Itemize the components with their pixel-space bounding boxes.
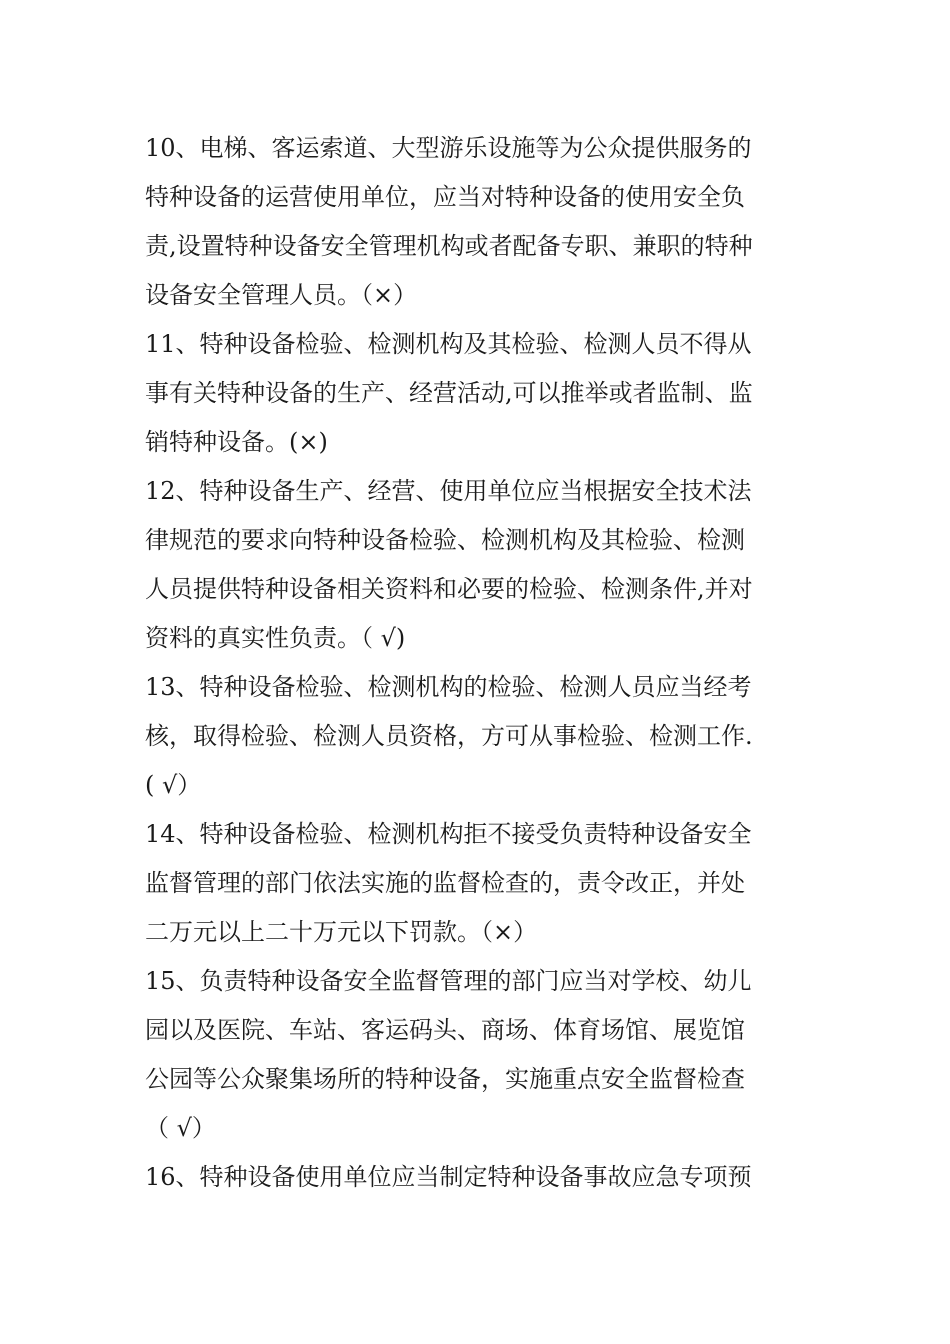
text-line: 设备安全管理人员。（×） [145,281,418,309]
text-line: 16、特种设备使用单位应当制定特种设备事故应急专项预 [145,1163,752,1191]
question-11 [145,320,810,467]
text-line: 律规范的要求向特种设备检验、检测机构及其检验、检测 [145,526,745,554]
text-line: 公园等公众聚集场所的特种设备，实施重点安全监督检查 [145,1065,745,1093]
text-line: 责,设置特种设备安全管理机构或者配备专职、兼职的特种 [145,232,753,260]
text-line: 14、特种设备检验、检测机构拒不接受负责特种设备安全 [145,820,752,848]
text-line: 人员提供特种设备相关资料和必要的检验、检测条件,并对 [145,575,753,603]
document-body [145,124,810,1202]
question-12 [145,467,810,663]
question-13 [145,663,810,810]
text-line: 11、特种设备检验、检测机构及其检验、检测人员不得从 [145,330,752,358]
question-14 [145,810,810,957]
text-line: 15、负责特种设备安全监督管理的部门应当对学校、幼儿 [145,967,752,995]
text-line: 监督管理的部门依法实施的监督检查的，责令改正，并处 [145,869,745,897]
text-line: 特种设备的运营使用单位，应当对特种设备的使用安全负 [145,183,745,211]
text-line: 12、特种设备生产、经营、使用单位应当根据安全技术法 [145,477,752,505]
text-line: （ √） [145,1114,216,1142]
text-line: 10、电梯、客运索道、大型游乐设施等为公众提供服务的 [145,134,752,162]
text-line: 13、特种设备检验、检测机构的检验、检测人员应当经考 [145,673,752,701]
text-line: 销特种设备。(×) [145,428,328,456]
text-line: 二万元以上二十万元以下罚款。（×） [145,918,538,946]
text-line: ( √） [145,771,202,799]
text-line: 核，取得检验、检测人员资格，方可从事检验、检测工作. [145,722,753,750]
text-line: 资料的真实性负责。（ √) [145,624,406,652]
question-16 [145,1153,810,1202]
question-15 [145,957,810,1153]
text-line: 事有关特种设备的生产、经营活动,可以推举或者监制、监 [145,379,753,407]
question-10 [145,124,810,320]
text-line: 园以及医院、车站、客运码头、商场、体育场馆、展览馆 [145,1016,745,1044]
